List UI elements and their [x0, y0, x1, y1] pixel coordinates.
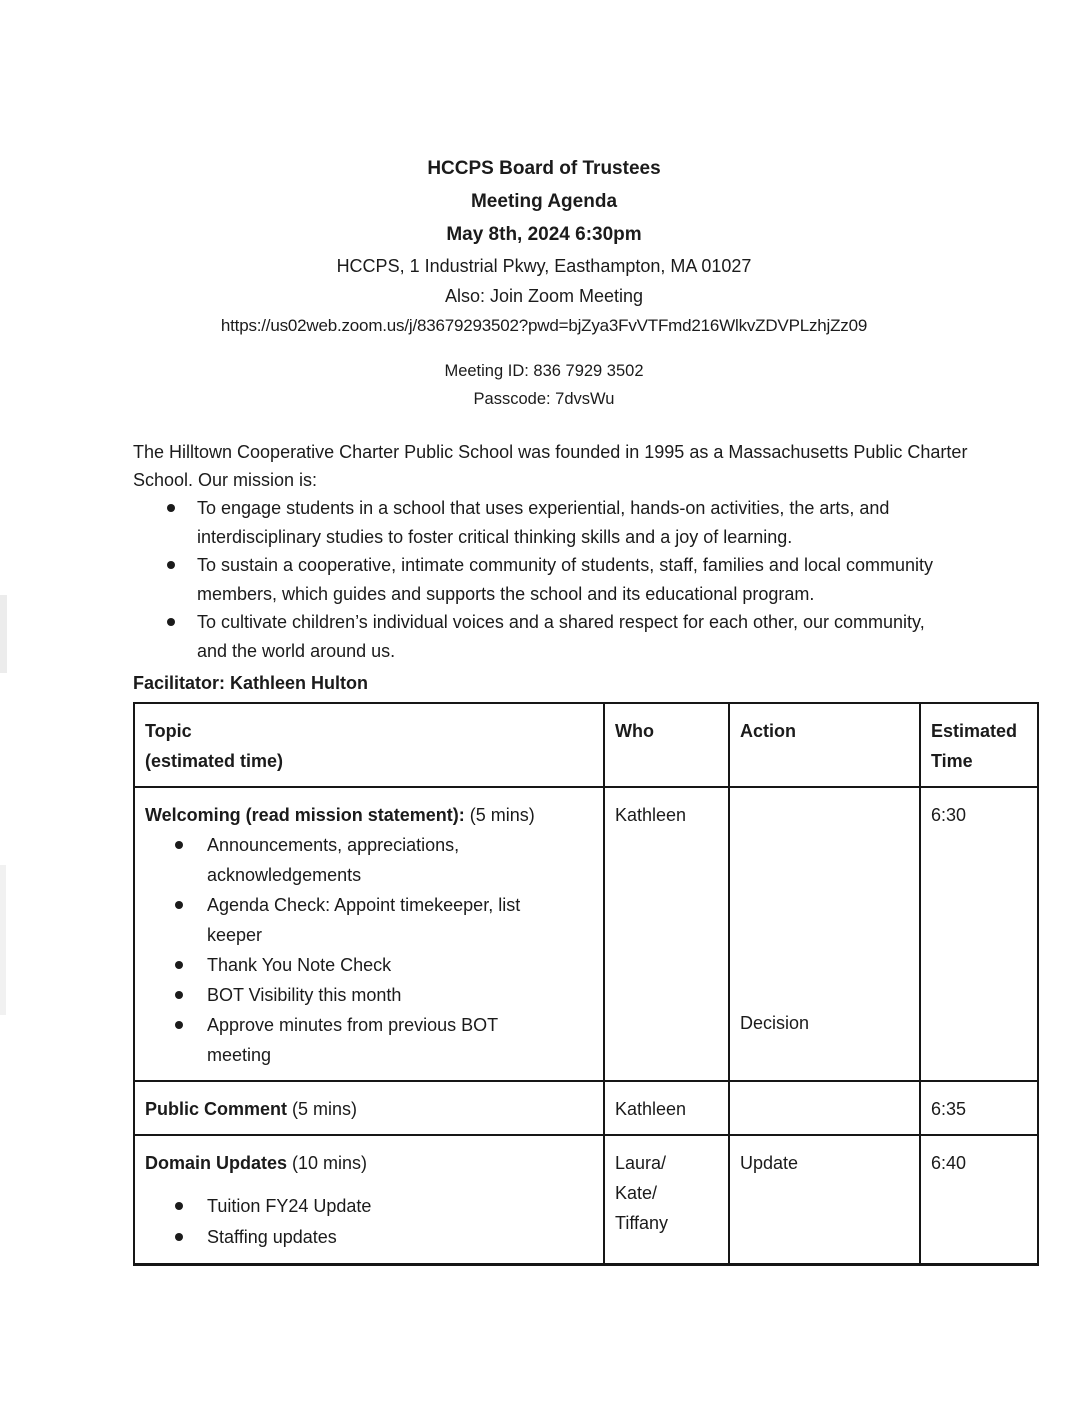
topic-bullet: Announcements, appreciations, acknowledgements — [145, 830, 595, 890]
zoom-join-label: Also: Join Zoom Meeting — [444, 286, 644, 306]
topic-bullet: Approve minutes from previous BOT meeting — [145, 1010, 595, 1070]
facilitator-label: Facilitator: Kathleen Hulton — [133, 673, 369, 693]
scan-artifact — [0, 595, 7, 673]
agenda-row-welcoming — [134, 787, 1038, 1081]
time-cell: 6:30 — [920, 787, 1038, 1081]
action-cell — [729, 787, 920, 1081]
topic-header-line2: (estimated time) — [145, 751, 284, 771]
who-name: Kate/ — [615, 1183, 658, 1203]
topic-cell — [134, 1081, 604, 1135]
who-name: Kathleen — [615, 1099, 687, 1119]
action-cell — [729, 1135, 920, 1265]
agenda-row-public-comment — [134, 1081, 1038, 1135]
topic-bullet-list — [145, 1191, 595, 1253]
column-header-topic — [134, 703, 604, 787]
who-cell — [604, 1081, 729, 1135]
who-name: Laura/ — [615, 1153, 667, 1173]
meeting-passcode: Passcode: 7dvsWu — [473, 390, 615, 408]
document-body — [133, 439, 1040, 1266]
topic-heading — [145, 1094, 595, 1124]
who-name: Tiffany — [615, 1213, 669, 1233]
topic-heading — [145, 1148, 595, 1178]
action-value: Update — [740, 1153, 799, 1173]
agenda-row-domain-updates — [134, 1135, 1038, 1265]
topic-bullet: Thank You Note Check — [145, 950, 595, 980]
scan-artifact — [0, 865, 6, 1015]
topic-title: Public Comment — [145, 1099, 288, 1119]
topic-bullet: Tuition FY24 Update — [145, 1191, 595, 1222]
time-cell: 6:40 — [920, 1135, 1038, 1265]
zoom-url: https://us02web.zoom.us/j/83679293502?pwd=bjZya3FvVTFmd216WlkvZDVPLzhjZz09 — [220, 316, 868, 335]
who-name: Kathleen — [615, 805, 687, 825]
mission-item: To engage students in a school that uses experiential, hands-on activities, the arts, and interdisciplinary studies to foster critical thinking skills and a joy of learning. — [133, 494, 965, 551]
document-subtitle: Meeting Agenda — [470, 191, 618, 212]
topic-header-line1: Topic — [145, 721, 192, 741]
meeting-datetime: May 8th, 2024 6:30pm — [446, 224, 642, 245]
topic-bullet: Staffing updates — [145, 1222, 595, 1253]
mission-item: To sustain a cooperative, intimate community of students, staff, families and local community members, which guides and supports the school and its educational program. — [133, 551, 965, 608]
meeting-id: Meeting ID: 836 7929 3502 — [444, 362, 644, 380]
topic-duration: (5 mins) — [464, 805, 535, 825]
meeting-location: HCCPS, 1 Industrial Pkwy, Easthampton, MA 01027 — [336, 256, 752, 276]
agenda-header-row — [134, 703, 1038, 787]
agenda-table — [133, 702, 1039, 1266]
column-header-who: Who — [604, 703, 729, 787]
column-header-action: Action — [729, 703, 920, 787]
document-title: HCCPS Board of Trustees — [427, 158, 661, 179]
time-cell: 6:35 — [920, 1081, 1038, 1135]
topic-cell — [134, 787, 604, 1081]
column-header-time: Estimated Time — [920, 703, 1038, 787]
mission-list — [133, 494, 965, 665]
topic-bullet-list — [145, 830, 595, 1070]
mission-intro: The Hilltown Cooperative Charter Public School was founded in 1995 as a Massachusetts Public Charter School. Our mission is: — [133, 442, 968, 490]
who-cell — [604, 787, 729, 1081]
topic-title: Domain Updates — [145, 1153, 288, 1173]
who-cell — [604, 1135, 729, 1265]
topic-cell — [134, 1135, 604, 1265]
action-cell — [729, 1081, 920, 1135]
document-header — [0, 152, 1088, 413]
action-value: Decision — [740, 1013, 810, 1033]
topic-bullet: BOT Visibility this month — [145, 980, 595, 1010]
topic-bullet: Agenda Check: Appoint timekeeper, list keeper — [145, 890, 595, 950]
topic-duration: (5 mins) — [287, 1099, 358, 1119]
topic-duration: (10 mins) — [287, 1153, 368, 1173]
mission-item: To cultivate children’s individual voices and a shared respect for each other, our community, and the world around us. — [133, 608, 965, 665]
topic-title: Welcoming (read mission statement): — [145, 805, 465, 825]
topic-heading — [145, 800, 595, 830]
